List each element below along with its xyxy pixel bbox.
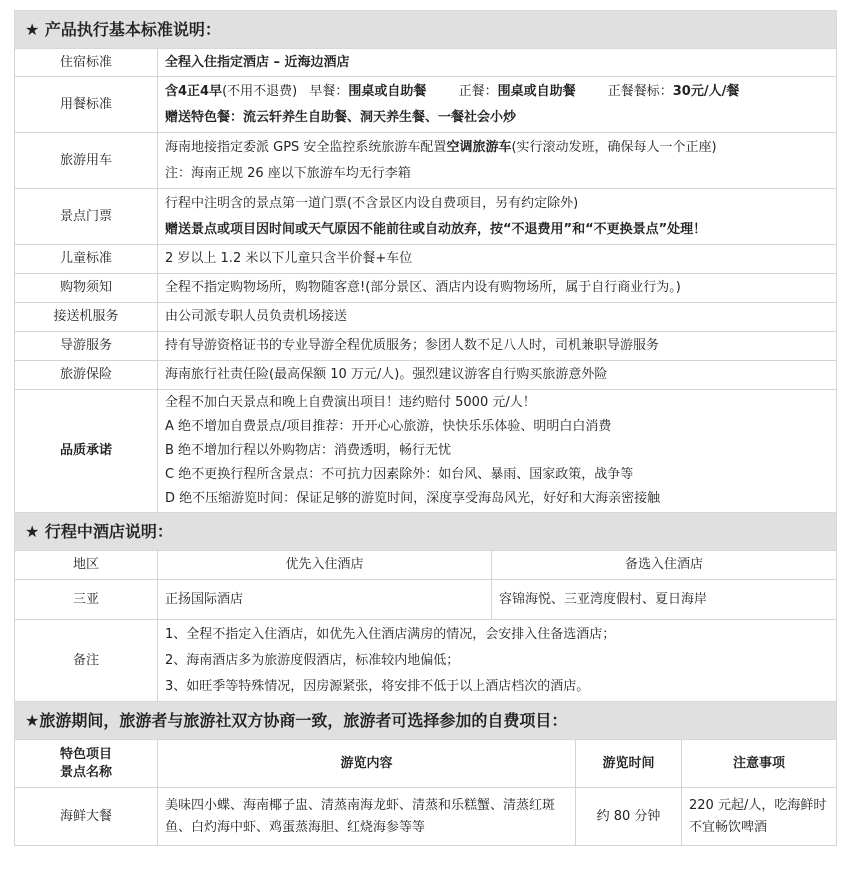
vehicle-line1-a: 海南地接指定委派 GPS 安全监控系统旅游车配置 xyxy=(165,139,447,155)
notes-line-3: 3、如旺季等特殊情况，因房源紧张，将安排不低于以上酒店档次的酒店。 xyxy=(165,678,590,694)
label-tickets: 景点门票 xyxy=(15,189,158,245)
section-title-optional: ★旅游期间，旅游者与旅游社双方协商一致，旅游者可选择参加的自费项目： xyxy=(15,702,837,740)
vehicle-line2: 注：海南正规 26 座以下旅游车均无行李箱 xyxy=(165,165,411,181)
optional-items-table xyxy=(14,701,837,846)
tickets-line2: 赠送景点或项目因时间或天气原因不能前往或自动放弃，按“不退费用”和“不更换景点”处理！ xyxy=(165,221,707,237)
value-guide: 持有导游资格证书的专业导游全程优质服务；参团人数不足八人时，司机兼职导游服务 xyxy=(158,332,837,361)
label-insurance: 旅游保险 xyxy=(15,361,158,390)
item-content: 美味四小蝶、海南椰子盅、清蒸南海龙虾、清蒸和乐糕蟹、清蒸红斑鱼、白灼海中虾、鸡蛋蒸海胆、红烧海参等等 xyxy=(158,788,576,846)
meal-count-note: (不用不退费) xyxy=(222,83,298,99)
label-meal: 用餐标准 xyxy=(15,77,158,133)
header-notes: 注意事项 xyxy=(682,740,837,788)
meal-standard-value: 30元/人/餐 xyxy=(672,83,740,99)
section-title-standards: ★ 产品执行基本标准说明： xyxy=(15,11,837,49)
hotel-alternate: 容锦海悦、三亚湾度假村、夏日海岸 xyxy=(492,580,837,620)
header-content: 游览内容 xyxy=(158,740,576,788)
breakfast-label: 早餐： xyxy=(309,83,349,99)
value-notes xyxy=(158,620,837,702)
notes-line-1: 1、全程不指定入住酒店，如优先入住酒店满房的情况，会安排入住备选酒店； xyxy=(165,626,616,642)
quality-line-b: B 绝不增加行程以外购物店：消费透明，畅行无忧 xyxy=(165,443,452,458)
meal-count: 含4正4早 xyxy=(165,83,223,99)
vehicle-line1-b: 空调旅游车 xyxy=(446,139,512,155)
section-title-hotels: ★ 行程中酒店说明： xyxy=(15,513,837,551)
label-shopping: 购物须知 xyxy=(15,274,158,303)
breakfast-value: 围桌或自助餐 xyxy=(348,83,427,99)
header-item-line1: 特色项目 xyxy=(59,746,112,762)
vehicle-line1-c: (实行滚动发班，确保每人一个正座) xyxy=(511,139,717,155)
header-region: 地区 xyxy=(15,551,158,580)
value-vehicle xyxy=(158,133,837,189)
label-notes: 备注 xyxy=(15,620,158,702)
value-shopping: 全程不指定购物场所，购物随客意!(部分景区、酒店内设有购物场所，属于自行商业行为。) xyxy=(158,274,837,303)
meal-special: 赠送特色餐：流云轩养生自助餐、洞天养生餐、一餐社会小炒 xyxy=(165,109,517,125)
header-time: 游览时间 xyxy=(576,740,682,788)
notes-line-2: 2、海南酒店多为旅游度假酒店，标准较内地偏低； xyxy=(165,652,460,668)
label-transfer: 接送机服务 xyxy=(15,303,158,332)
header-item xyxy=(15,740,158,788)
label-child: 儿童标准 xyxy=(15,245,158,274)
meal-standard-label: 正餐餐标： xyxy=(607,83,673,99)
quality-line-d: D 绝不压缩游览时间：保证足够的游览时间，深度享受海岛风光，好好和大海亲密接触 xyxy=(165,491,661,506)
hotels-table xyxy=(14,512,837,702)
label-vehicle: 旅游用车 xyxy=(15,133,158,189)
header-item-line2: 景点名称 xyxy=(59,764,112,780)
value-transfer: 由公司派专职人员负责机场接送 xyxy=(158,303,837,332)
standards-table xyxy=(14,10,837,513)
document xyxy=(14,10,836,846)
value-meal xyxy=(158,77,837,133)
item-notes: 220 元起/人，吃海鲜时不宜畅饮啤酒 xyxy=(682,788,837,846)
label-guide: 导游服务 xyxy=(15,332,158,361)
item-time: 约 80 分钟 xyxy=(576,788,682,846)
value-hotel: 全程入住指定酒店 – 近海边酒店 xyxy=(158,49,837,77)
quality-line-a: A 绝不增加自费景点/项目推荐：开开心心旅游，快快乐乐体验、明明白白消费 xyxy=(165,419,612,434)
hotel-region: 三亚 xyxy=(15,580,158,620)
label-quality: 品质承诺 xyxy=(15,390,158,513)
quality-line-0: 全程不加白天景点和晚上自费演出项目！违约赔付 5000 元/人！ xyxy=(165,395,536,410)
lunch-label: 正餐： xyxy=(458,83,498,99)
header-preferred: 优先入住酒店 xyxy=(158,551,492,580)
lunch-value: 围桌或自助餐 xyxy=(497,83,576,99)
item-name: 海鲜大餐 xyxy=(15,788,158,846)
label-hotel: 住宿标准 xyxy=(15,49,158,77)
quality-line-c: C 绝不更换行程所含景点：不可抗力因素除外：如台风、暴雨、国家政策，战争等 xyxy=(165,467,634,482)
value-quality xyxy=(158,390,837,513)
hotel-preferred: 正扬国际酒店 xyxy=(158,580,492,620)
value-tickets xyxy=(158,189,837,245)
header-alternate: 备选入住酒店 xyxy=(492,551,837,580)
value-insurance: 海南旅行社责任险(最高保额 10 万元/人)。强烈建议游客自行购买旅游意外险 xyxy=(158,361,837,390)
tickets-line1: 行程中注明含的景点第一道门票(不含景区内设自费项目，另有约定除外) xyxy=(165,195,579,211)
value-child: 2 岁以上 1.2 米以下儿童只含半价餐+车位 xyxy=(158,245,837,274)
